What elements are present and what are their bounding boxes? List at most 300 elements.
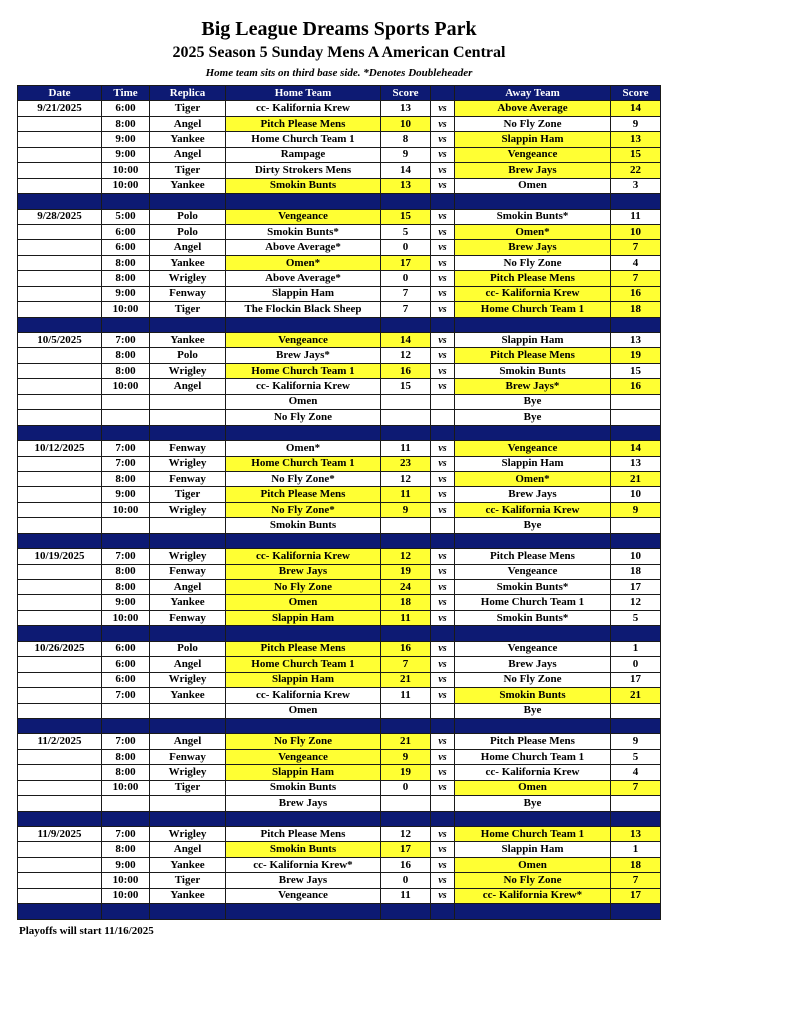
vs-label: vs [431, 132, 455, 147]
away-score: 4 [611, 255, 661, 270]
field-replica: Yankee [150, 857, 226, 872]
away-team: Bye [455, 796, 611, 811]
away-score: 18 [611, 302, 661, 317]
divider-cell [102, 533, 150, 548]
game-date [18, 873, 102, 888]
home-score: 7 [381, 302, 431, 317]
away-score: 7 [611, 780, 661, 795]
divider-cell [226, 811, 381, 826]
field-replica: Tiger [150, 101, 226, 116]
away-score: 3 [611, 178, 661, 193]
game-time: 10:00 [102, 610, 150, 625]
game-date [18, 240, 102, 255]
divider-cell [455, 626, 611, 641]
game-row [18, 471, 661, 486]
vs-label: vs [431, 379, 455, 394]
game-time: 9:00 [102, 487, 150, 502]
game-row [18, 703, 661, 718]
home-score: 0 [381, 780, 431, 795]
col-header-replica: Replica [150, 86, 226, 101]
away-team: No Fly Zone [455, 116, 611, 131]
game-time: 9:00 [102, 595, 150, 610]
divider-cell [381, 533, 431, 548]
divider-cell [102, 317, 150, 332]
game-row [18, 641, 661, 656]
home-team: Slappin Ham [226, 610, 381, 625]
home-team: cc- Kalifornia Krew [226, 549, 381, 564]
game-row [18, 132, 661, 147]
away-team: Bye [455, 703, 611, 718]
home-score: 21 [381, 734, 431, 749]
home-score: 19 [381, 564, 431, 579]
home-team: Pitch Please Mens [226, 116, 381, 131]
field-replica: Yankee [150, 595, 226, 610]
vs-label: vs [431, 363, 455, 378]
away-score: 18 [611, 857, 661, 872]
home-score: 16 [381, 857, 431, 872]
game-date: 11/9/2025 [18, 827, 102, 842]
field-replica: Tiger [150, 487, 226, 502]
home-score: 11 [381, 441, 431, 456]
game-time: 7:00 [102, 456, 150, 471]
field-replica: Polo [150, 348, 226, 363]
home-score: 14 [381, 163, 431, 178]
away-score [611, 394, 661, 409]
field-replica: Angel [150, 734, 226, 749]
home-team: Above Average* [226, 240, 381, 255]
divider-cell [381, 194, 431, 209]
home-score: 11 [381, 888, 431, 903]
divider-cell [431, 194, 455, 209]
divider-cell [455, 811, 611, 826]
field-replica: Angel [150, 580, 226, 595]
away-team: Bye [455, 410, 611, 425]
divider-cell [102, 425, 150, 440]
home-score: 9 [381, 147, 431, 162]
divider-cell [226, 533, 381, 548]
game-date [18, 703, 102, 718]
game-date [18, 302, 102, 317]
field-replica: Wrigley [150, 827, 226, 842]
game-time [102, 703, 150, 718]
divider-cell [18, 317, 102, 332]
divider-cell [431, 626, 455, 641]
game-row [18, 842, 661, 857]
field-replica [150, 796, 226, 811]
schedule-note: Home team sits on third base side. *Denotes Doubleheader [205, 67, 473, 79]
game-row [18, 255, 661, 270]
home-team: Smokin Bunts [226, 178, 381, 193]
home-score: 21 [381, 672, 431, 687]
away-score: 9 [611, 502, 661, 517]
divider-cell [381, 811, 431, 826]
col-header-time: Time [102, 86, 150, 101]
field-replica: Wrigley [150, 502, 226, 517]
page-title: Big League Dreams Sports Park [201, 18, 477, 40]
home-score: 19 [381, 765, 431, 780]
away-score: 15 [611, 363, 661, 378]
away-score: 17 [611, 580, 661, 595]
game-date [18, 657, 102, 672]
game-time: 8:00 [102, 842, 150, 857]
game-date [18, 580, 102, 595]
divider-cell [18, 533, 102, 548]
game-row [18, 487, 661, 502]
home-score [381, 410, 431, 425]
game-row [18, 672, 661, 687]
away-team: Brew Jays [455, 487, 611, 502]
away-score: 17 [611, 888, 661, 903]
game-date [18, 456, 102, 471]
game-date [18, 224, 102, 239]
game-date: 10/26/2025 [18, 641, 102, 656]
game-time: 7:00 [102, 827, 150, 842]
vs-label: vs [431, 302, 455, 317]
game-date [18, 857, 102, 872]
divider-cell [455, 425, 611, 440]
away-team: No Fly Zone [455, 873, 611, 888]
game-date [18, 518, 102, 533]
divider-cell [102, 811, 150, 826]
home-team: The Flockin Black Sheep [226, 302, 381, 317]
game-time: 7:00 [102, 734, 150, 749]
game-date: 10/5/2025 [18, 333, 102, 348]
home-score: 24 [381, 580, 431, 595]
game-date [18, 410, 102, 425]
divider-cell [431, 317, 455, 332]
divider-cell [455, 317, 611, 332]
league-subtitle: 2025 Season 5 Sunday Mens A American Central [172, 44, 506, 61]
game-date [18, 672, 102, 687]
home-score: 8 [381, 132, 431, 147]
game-date [18, 379, 102, 394]
game-row [18, 610, 661, 625]
game-time: 8:00 [102, 255, 150, 270]
game-time [102, 410, 150, 425]
game-row [18, 796, 661, 811]
field-replica: Wrigley [150, 456, 226, 471]
home-team: Brew Jays [226, 564, 381, 579]
home-score: 0 [381, 873, 431, 888]
divider-cell [226, 425, 381, 440]
away-score: 16 [611, 286, 661, 301]
vs-label [431, 796, 455, 811]
game-date [18, 163, 102, 178]
game-row [18, 271, 661, 286]
home-score: 7 [381, 286, 431, 301]
divider-cell [431, 425, 455, 440]
away-team: cc- Kalifornia Krew [455, 502, 611, 517]
field-replica: Fenway [150, 441, 226, 456]
divider-cell [150, 425, 226, 440]
game-date [18, 348, 102, 363]
home-score: 15 [381, 379, 431, 394]
week-divider [18, 194, 661, 209]
vs-label: vs [431, 286, 455, 301]
game-time: 7:00 [102, 441, 150, 456]
away-score: 7 [611, 271, 661, 286]
away-team: Smokin Bunts* [455, 610, 611, 625]
away-score: 7 [611, 240, 661, 255]
vs-label: vs [431, 657, 455, 672]
game-time: 8:00 [102, 471, 150, 486]
vs-label: vs [431, 333, 455, 348]
divider-cell [150, 811, 226, 826]
vs-label: vs [431, 271, 455, 286]
vs-label [431, 518, 455, 533]
game-date [18, 595, 102, 610]
divider-cell [150, 317, 226, 332]
game-row [18, 688, 661, 703]
field-replica: Wrigley [150, 271, 226, 286]
home-score [381, 518, 431, 533]
divider-cell [226, 194, 381, 209]
away-team: Brew Jays [455, 240, 611, 255]
away-team: Omen [455, 780, 611, 795]
game-row [18, 302, 661, 317]
home-score: 11 [381, 487, 431, 502]
away-score [611, 796, 661, 811]
game-time [102, 394, 150, 409]
field-replica [150, 518, 226, 533]
away-team: Smokin Bunts [455, 688, 611, 703]
game-row [18, 394, 661, 409]
away-score: 12 [611, 595, 661, 610]
game-date [18, 255, 102, 270]
home-team: cc- Kalifornia Krew [226, 101, 381, 116]
field-replica: Polo [150, 209, 226, 224]
home-score: 9 [381, 502, 431, 517]
divider-cell [431, 904, 455, 919]
game-row [18, 348, 661, 363]
home-team: Smokin Bunts* [226, 224, 381, 239]
home-team: Brew Jays* [226, 348, 381, 363]
away-score: 1 [611, 842, 661, 857]
field-replica: Yankee [150, 888, 226, 903]
away-score: 16 [611, 379, 661, 394]
game-date [18, 688, 102, 703]
home-team: Home Church Team 1 [226, 132, 381, 147]
away-score: 11 [611, 209, 661, 224]
divider-cell [150, 194, 226, 209]
game-row [18, 580, 661, 595]
away-score: 21 [611, 471, 661, 486]
away-score: 0 [611, 657, 661, 672]
game-date [18, 610, 102, 625]
vs-label: vs [431, 765, 455, 780]
game-time: 10:00 [102, 302, 150, 317]
game-date [18, 487, 102, 502]
field-replica: Fenway [150, 564, 226, 579]
game-row [18, 734, 661, 749]
away-team: Brew Jays* [455, 379, 611, 394]
game-row [18, 363, 661, 378]
week-divider [18, 718, 661, 733]
divider-cell [150, 533, 226, 548]
field-replica: Polo [150, 641, 226, 656]
home-score: 0 [381, 271, 431, 286]
away-team: Vengeance [455, 564, 611, 579]
home-team: Vengeance [226, 333, 381, 348]
game-time: 10:00 [102, 379, 150, 394]
away-score: 22 [611, 163, 661, 178]
game-row [18, 209, 661, 224]
game-time: 7:00 [102, 688, 150, 703]
game-date: 9/21/2025 [18, 101, 102, 116]
away-team: Slappin Ham [455, 456, 611, 471]
home-score: 23 [381, 456, 431, 471]
away-score: 9 [611, 116, 661, 131]
home-team: Omen* [226, 255, 381, 270]
divider-cell [431, 811, 455, 826]
away-team: Pitch Please Mens [455, 348, 611, 363]
field-replica [150, 410, 226, 425]
home-team: Brew Jays [226, 873, 381, 888]
divider-cell [102, 904, 150, 919]
divider-cell [18, 626, 102, 641]
vs-label: vs [431, 502, 455, 517]
game-date [18, 842, 102, 857]
home-score: 12 [381, 549, 431, 564]
home-team: No Fly Zone [226, 410, 381, 425]
game-row [18, 333, 661, 348]
away-team: Brew Jays [455, 657, 611, 672]
away-team: Brew Jays [455, 163, 611, 178]
field-replica [150, 703, 226, 718]
game-row [18, 147, 661, 162]
divider-cell [150, 718, 226, 733]
away-score: 13 [611, 132, 661, 147]
home-score [381, 703, 431, 718]
game-date [18, 178, 102, 193]
away-team: Above Average [455, 101, 611, 116]
game-row [18, 502, 661, 517]
away-team: Slappin Ham [455, 842, 611, 857]
game-row [18, 873, 661, 888]
home-score: 17 [381, 255, 431, 270]
away-team: Pitch Please Mens [455, 549, 611, 564]
vs-label: vs [431, 163, 455, 178]
col-header-home-score: Score [381, 86, 431, 101]
away-score: 17 [611, 672, 661, 687]
game-date [18, 394, 102, 409]
game-date [18, 780, 102, 795]
field-replica: Tiger [150, 780, 226, 795]
away-score: 10 [611, 549, 661, 564]
divider-cell [455, 533, 611, 548]
home-team: Smokin Bunts [226, 518, 381, 533]
game-time: 6:00 [102, 657, 150, 672]
game-time: 10:00 [102, 502, 150, 517]
home-team: Pitch Please Mens [226, 487, 381, 502]
divider-cell [611, 811, 661, 826]
game-date [18, 471, 102, 486]
game-date [18, 286, 102, 301]
divider-cell [381, 317, 431, 332]
away-team: Vengeance [455, 441, 611, 456]
week-divider [18, 317, 661, 332]
home-score: 14 [381, 333, 431, 348]
game-time: 9:00 [102, 857, 150, 872]
home-team: cc- Kalifornia Krew [226, 379, 381, 394]
field-replica: Wrigley [150, 672, 226, 687]
vs-label: vs [431, 564, 455, 579]
divider-cell [18, 718, 102, 733]
field-replica: Polo [150, 224, 226, 239]
field-replica: Yankee [150, 688, 226, 703]
field-replica: Angel [150, 116, 226, 131]
home-team: No Fly Zone* [226, 502, 381, 517]
home-team: Dirty Strokers Mens [226, 163, 381, 178]
home-score: 15 [381, 209, 431, 224]
field-replica: Fenway [150, 286, 226, 301]
game-date: 11/2/2025 [18, 734, 102, 749]
away-team: Omen* [455, 224, 611, 239]
divider-cell [455, 718, 611, 733]
home-score: 18 [381, 595, 431, 610]
vs-label: vs [431, 487, 455, 502]
away-score: 4 [611, 765, 661, 780]
game-row [18, 657, 661, 672]
game-date [18, 749, 102, 764]
field-replica: Angel [150, 842, 226, 857]
game-row [18, 224, 661, 239]
game-time: 8:00 [102, 564, 150, 579]
away-score: 14 [611, 101, 661, 116]
away-team: cc- Kalifornia Krew* [455, 888, 611, 903]
game-time: 10:00 [102, 178, 150, 193]
playoffs-note: Playoffs will start 11/16/2025 [19, 925, 154, 937]
home-score: 13 [381, 101, 431, 116]
col-header-away-score: Score [611, 86, 661, 101]
home-team: No Fly Zone [226, 580, 381, 595]
divider-cell [381, 626, 431, 641]
field-replica: Wrigley [150, 363, 226, 378]
home-team: Smokin Bunts [226, 842, 381, 857]
away-score: 19 [611, 348, 661, 363]
away-team: Slappin Ham [455, 132, 611, 147]
away-score: 1 [611, 641, 661, 656]
away-team: Omen* [455, 471, 611, 486]
home-score [381, 394, 431, 409]
vs-label: vs [431, 116, 455, 131]
col-header-date: Date [18, 86, 102, 101]
game-time: 9:00 [102, 132, 150, 147]
vs-label: vs [431, 471, 455, 486]
field-replica: Wrigley [150, 549, 226, 564]
vs-label: vs [431, 549, 455, 564]
divider-cell [431, 718, 455, 733]
field-replica [150, 394, 226, 409]
home-team: Vengeance [226, 749, 381, 764]
vs-label: vs [431, 255, 455, 270]
home-score: 16 [381, 641, 431, 656]
away-team: Smokin Bunts* [455, 580, 611, 595]
away-team: Smokin Bunts* [455, 209, 611, 224]
home-score: 17 [381, 842, 431, 857]
home-team: Home Church Team 1 [226, 456, 381, 471]
game-time: 10:00 [102, 780, 150, 795]
home-team: Slappin Ham [226, 765, 381, 780]
game-date [18, 271, 102, 286]
field-replica: Yankee [150, 333, 226, 348]
home-team: No Fly Zone* [226, 471, 381, 486]
game-time: 5:00 [102, 209, 150, 224]
game-time: 8:00 [102, 271, 150, 286]
divider-cell [226, 317, 381, 332]
away-score: 13 [611, 456, 661, 471]
vs-label: vs [431, 734, 455, 749]
